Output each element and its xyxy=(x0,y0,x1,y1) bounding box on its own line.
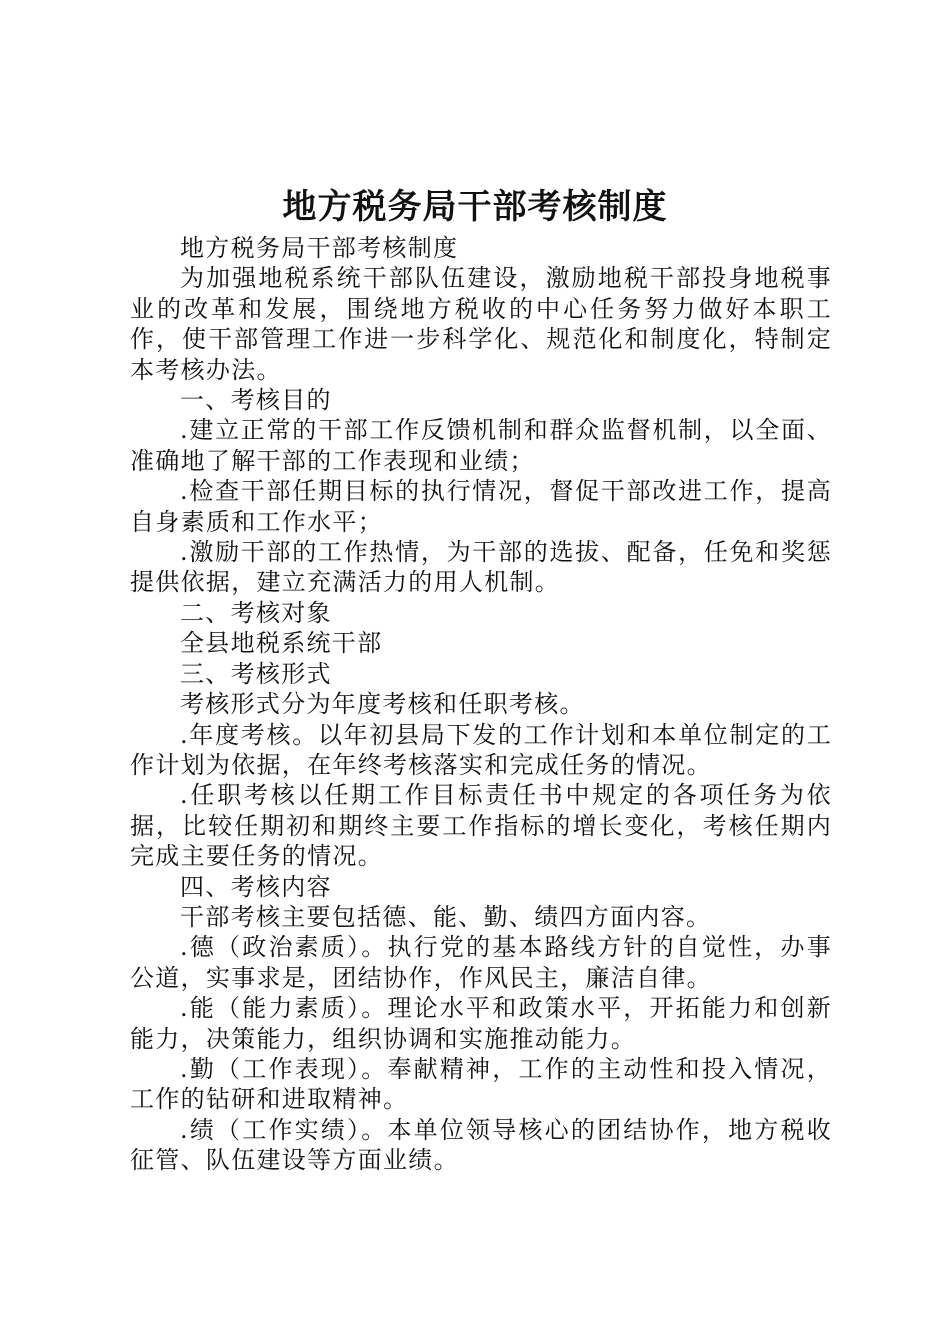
section-heading-purpose: 一、考核目的 xyxy=(180,386,332,415)
section-heading-form: 三、考核形式 xyxy=(180,659,332,688)
document-title: 地方税务局干部考核制度 xyxy=(282,187,668,227)
paragraph-content: 干部考核主要包括德、能、勤、绩四方面内容。 xyxy=(180,902,712,931)
paragraph-target: 全县地税系统干部 xyxy=(180,629,383,658)
list-item-content-1: .德（政治素质）。执行党的基本路线方针的自觉性，办事公道，实事求是，团结协作，作风民主，廉洁自律。 xyxy=(130,933,832,992)
paragraph-subtitle: 地方税务局干部考核制度 xyxy=(180,234,459,262)
paragraph-intro: 为加强地税系统干部队伍建设，激励地税干部投身地税事业的改革和发展，围绕地方税收的中心任务努力做好本职工作，使干部管理工作进一步科学化、规范化和制度化，特制定本考核办法。 xyxy=(130,264,832,384)
section-heading-target: 二、考核对象 xyxy=(180,598,332,627)
list-item-form-1: .年度考核。以年初县局下发的工作计划和本单位制定的工作计划为依据，在年终考核落实和完成任务的情况。 xyxy=(130,720,832,779)
list-item-content-3: .勤（工作表现）。奉献精神，工作的主动性和投入情况，工作的钻研和进取精神。 xyxy=(130,1054,832,1114)
list-item-form-2: .任职考核以任期工作目标责任书中规定的各项任务为依据，比较任期初和期终主要工作指标的增长变化，考核任期内完成主要任务的情况。 xyxy=(130,781,832,871)
list-item-purpose-3: .激励干部的工作热情，为干部的选拔、配备，任免和奖惩提供依据，建立充满活力的用人机制。 xyxy=(130,538,832,597)
section-heading-content: 四、考核内容 xyxy=(180,872,332,901)
list-item-content-2: .能（能力素质）。理论水平和政策水平，开拓能力和创新能力，决策能力，组织协调和实施推动能力。 xyxy=(130,994,832,1053)
document-body xyxy=(130,233,832,1176)
paragraph-form: 考核形式分为年度考核和任职考核。 xyxy=(180,690,585,719)
list-item-purpose-2: .检查干部任期目标的执行情况，督促干部改进工作，提高自身素质和工作水平； xyxy=(130,477,832,536)
list-item-content-4: .绩（工作实绩）。本单位领导核心的团结协作，地方税收征管、队伍建设等方面业绩。 xyxy=(130,1115,832,1175)
list-item-purpose-1: .建立正常的干部工作反馈机制和群众监督机制，以全面、准确地了解干部的工作表现和业绩； xyxy=(130,416,832,475)
